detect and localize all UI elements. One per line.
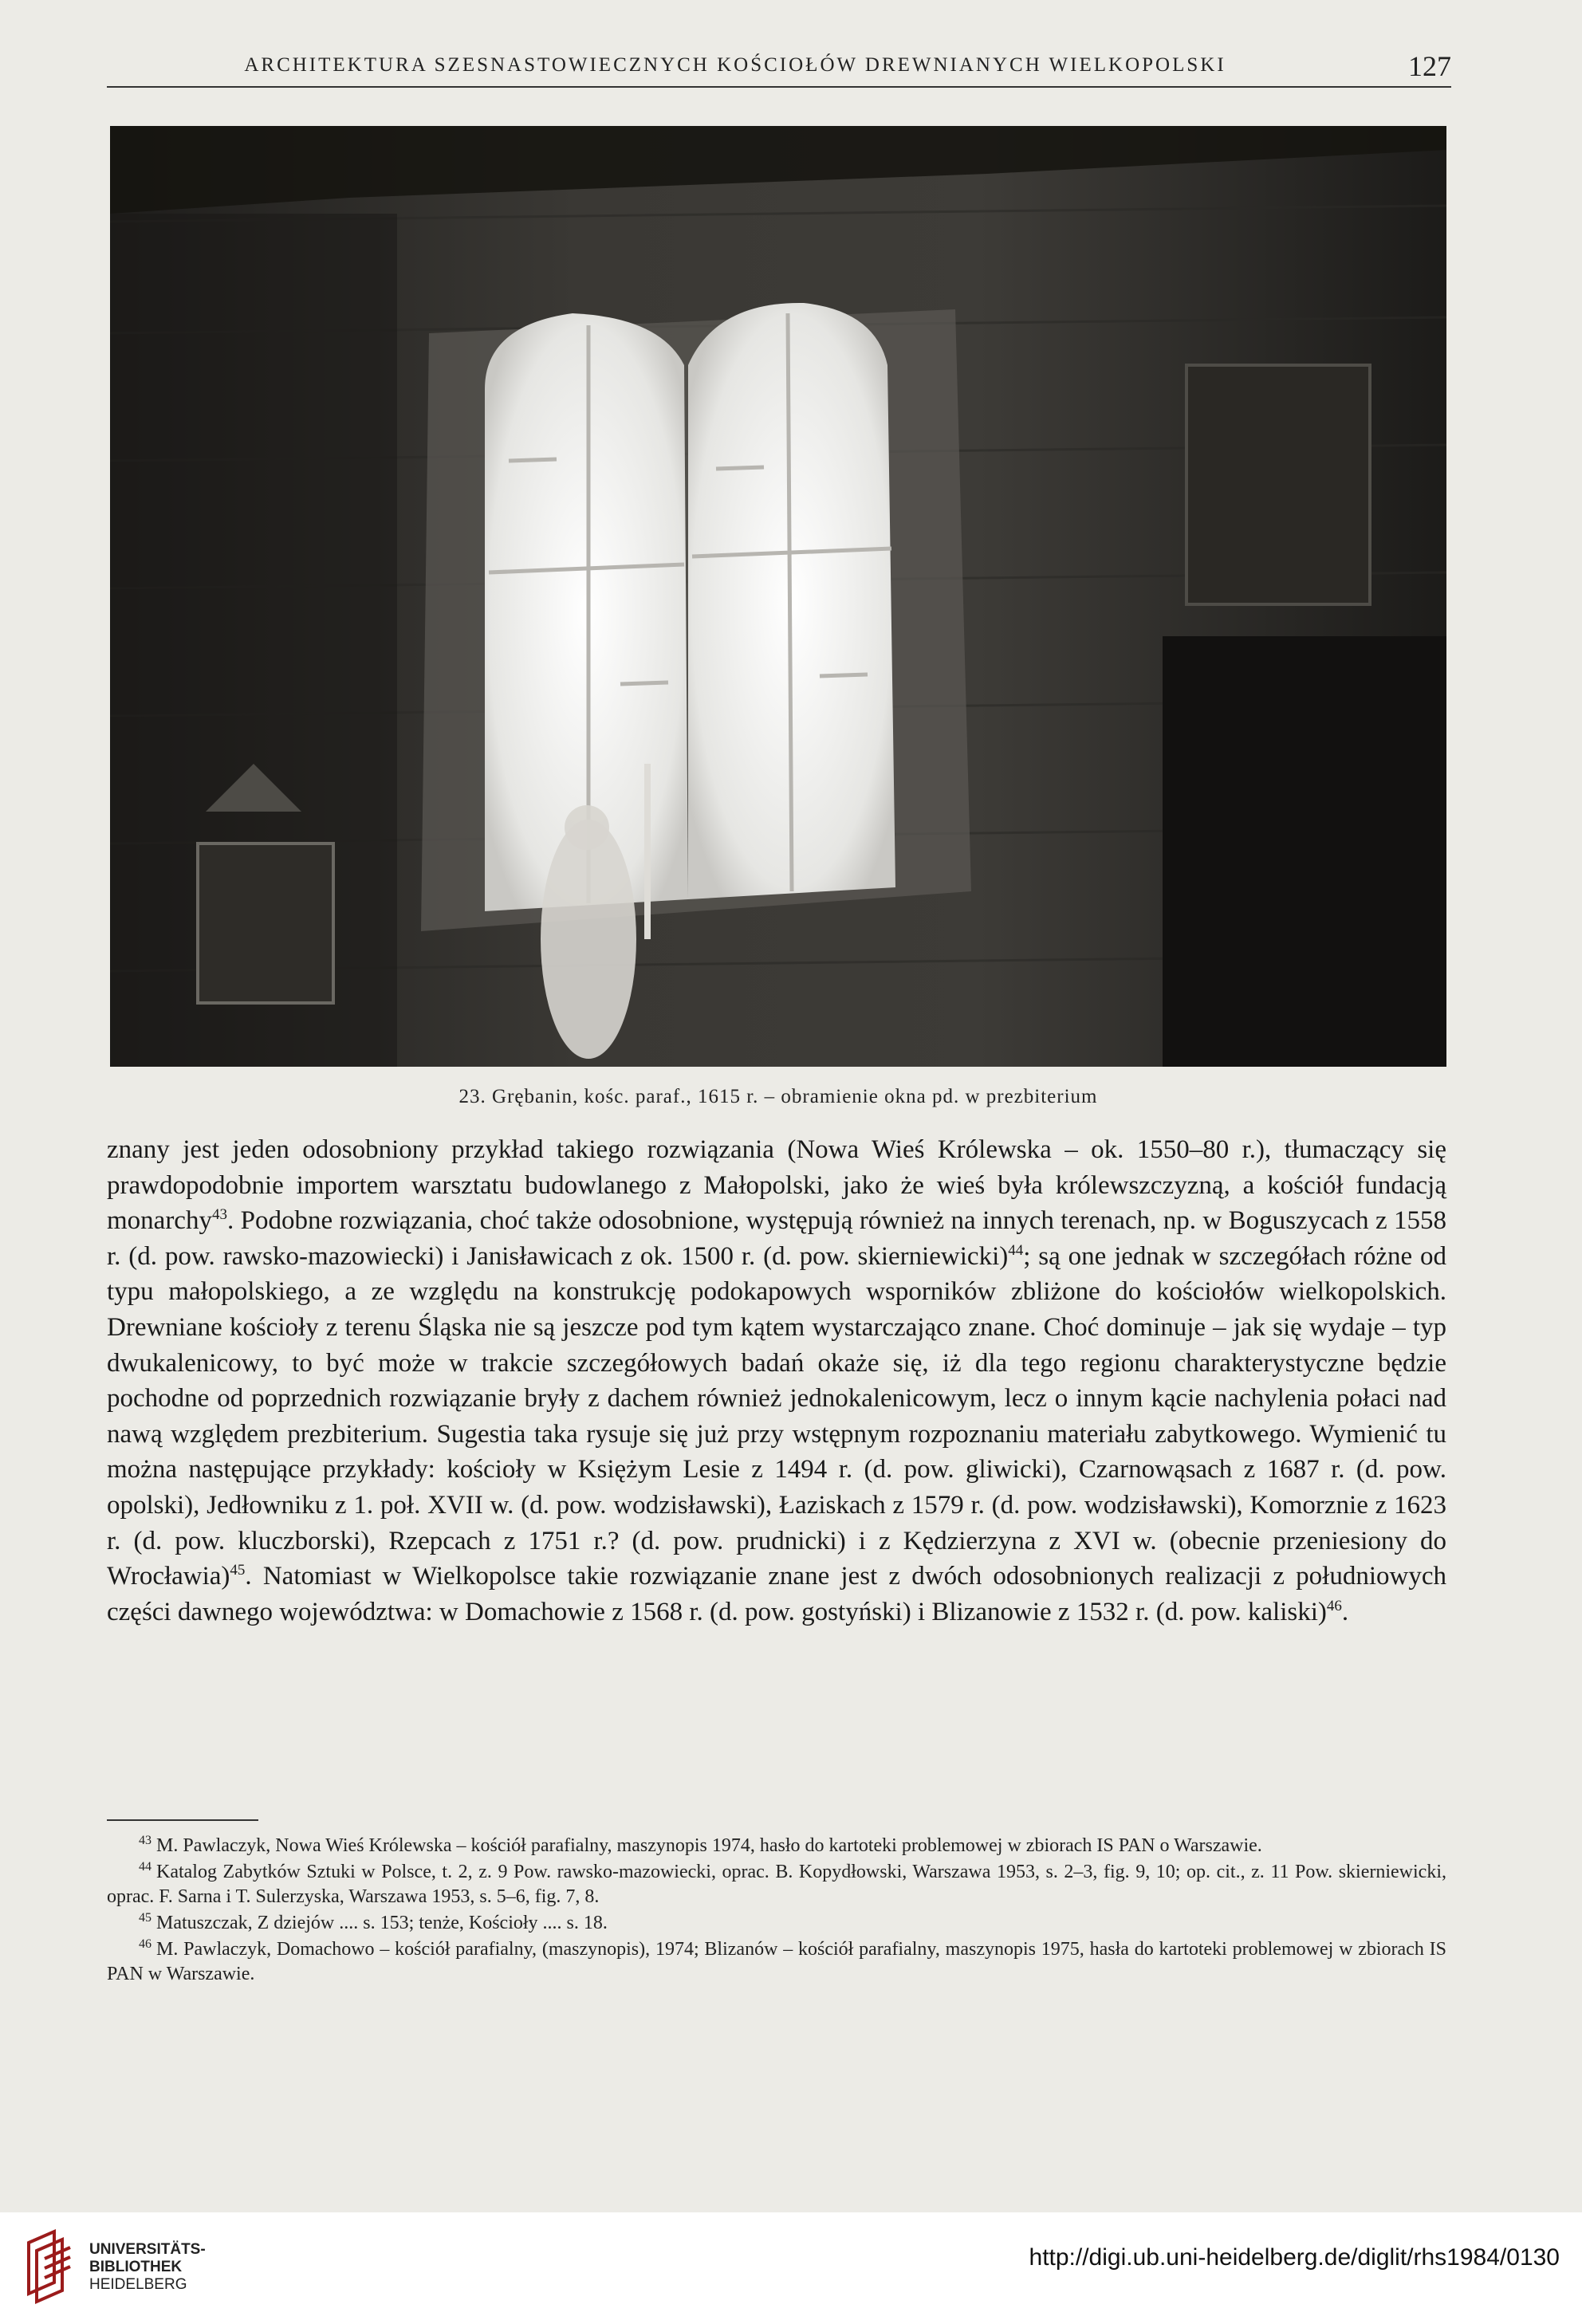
body-segment: .: [1341, 1597, 1349, 1626]
document-url[interactable]: http://digi.ub.uni-heidelberg.de/diglit/rhs1984/0130: [1029, 2244, 1560, 2271]
library-name-line: UNIVERSITÄTS-: [89, 2241, 206, 2258]
page-number: 127: [1408, 50, 1451, 82]
footnote-text: Matuszczak, Z dziejów .... s. 153; tenże, Kościoły .... s. 18.: [156, 1913, 608, 1933]
footnote: [107, 1860, 1446, 1909]
running-header: [107, 49, 1451, 88]
body-segment: znany jest jeden odosobniony przykład takiego rozwiązania (Nowa Wieś Królewska – ok. 1550–80 r.), tłumaczący się prawdopodobnie importem warsztatu budowlanego z Małopolski, jako że wieś była królewszczyzną, a kościół fundacją monarchy: [107, 1135, 1446, 1236]
footnote-ref: 44: [1008, 1241, 1024, 1259]
footnote-number: 46: [139, 1937, 152, 1951]
footnote-ref: 43: [211, 1206, 227, 1224]
footnote-ref: 45: [230, 1562, 246, 1579]
library-name-line: BIBLIOTHEK: [89, 2259, 183, 2275]
footnote: [107, 1911, 1446, 1936]
figure-photograph: [110, 126, 1446, 1067]
footnotes: [107, 1834, 1446, 1988]
footnote-separator: [107, 1819, 258, 1821]
figure-caption: 23. Grębanin, kośc. paraf., 1615 r. – obramienie okna pd. w prezbiterium: [458, 1086, 1098, 1107]
body-segment: ; są one jednak w szczegółach różne od typu małopolskiego, a ze względu na konstrukcję podokapowych wsporników zbliżone do kościołów wielkopolskich. Drewniane kościoły z terenu Śląska nie są jeszcze pod tym kątem wystarczająco znane. Choć dominuje – jak się wydaje – typ dwukalenicowy, to być może w trakcie szczegółowych badań okaże się, iż dla tego regionu charakterystyczne będzie pochodne od poprzednich rozwiązanie bryły z dachem również jednokalenicowym, lecz o innym kącie nachylenia połaci nad nawą względem prezbiterium. Sugestia taka rysuje się już przy wstępnym rozpoznaniu materiału zabytkowego. Wymienić tu można następujące przykłady: kościoły w Księżym Lesie z 1494 r. (d. pow. gliwicki), Czarnowąsach z 1687 r. (d. pow. opolski), Jedłowniku z 1. poł. XVII w. (d. pow. wodzisławski), Łaziskach z 1579 r. (d. pow. wodzisławski), Komorznie z 1623 r. (d. pow. kluczborski), Rzepcach z 1751 r.? (d. pow. prudnicki) i z Kędzierzyna z XVI w. (obecnie przeniesiony do Wrocławia): [107, 1241, 1446, 1591]
body-segment: . Natomiast w Wielkopolsce takie rozwiązanie znane jest z dwóch odosobnionych realizacji z południowych części dawnego województwa: w Domachowie z 1568 r. (d. pow. gostyński) i Blizanowie z 1532 r. (d. pow. kaliski): [107, 1562, 1446, 1626]
body-segment: . Podobne rozwiązania, choć także odosobnione, występują również na innych terenach, np. w Boguszycach z 1558 r. (d. pow. rawsko-mazowiecki) i Janisławicach z ok. 1500 r. (d. pow. skierniewicki): [107, 1206, 1446, 1271]
running-title: ARCHITEKTURA SZESNASTOWIECZNYCH KOŚCIOŁÓW DREWNIANYCH WIELKOPOLSKI: [244, 54, 1226, 76]
library-name[interactable]: [89, 2241, 206, 2294]
footnote-ref: 46: [1326, 1597, 1342, 1614]
footnote-text: M. Pawlaczyk, Domachowo – kościół parafialny, (maszynopis), 1974; Blizanów – kościół parafialny, maszynopis 1975, hasła do kartoteki problemowej w zbiorach IS PAN w Warszawie.: [107, 1939, 1446, 1984]
footnote-text: Katalog Zabytków Sztuki w Polsce, t. 2, z. 9 Pow. rawsko-mazowiecki, oprac. B. Kopydłowski, Warszawa 1953, s. 2–3, fig. 9, 10; op. cit., z. 11 Pow. skierniewicki, oprac. F. Sarna i T. Sulerzyska, Warszawa 1953, s. 5–6, fig. 7, 8.: [107, 1862, 1446, 1907]
body-text: [107, 1132, 1446, 1630]
footnote: [107, 1937, 1446, 1987]
footnote: [107, 1834, 1446, 1858]
footnote-number: 44: [139, 1860, 152, 1874]
body-paragraph: [107, 1132, 1446, 1630]
footnote-number: 45: [139, 1911, 152, 1925]
footnote-text: M. Pawlaczyk, Nowa Wieś Królewska – kościół parafialny, maszynopis 1974, hasło do kartoteki problemowej w zbiorach IS PAN o Warszawie.: [156, 1835, 1262, 1856]
library-name-line: HEIDELBERG: [89, 2276, 187, 2293]
ub-heidelberg-logo-icon[interactable]: [22, 2227, 80, 2308]
library-banner: [0, 2212, 1582, 2324]
footnote-number: 43: [139, 1834, 152, 1847]
